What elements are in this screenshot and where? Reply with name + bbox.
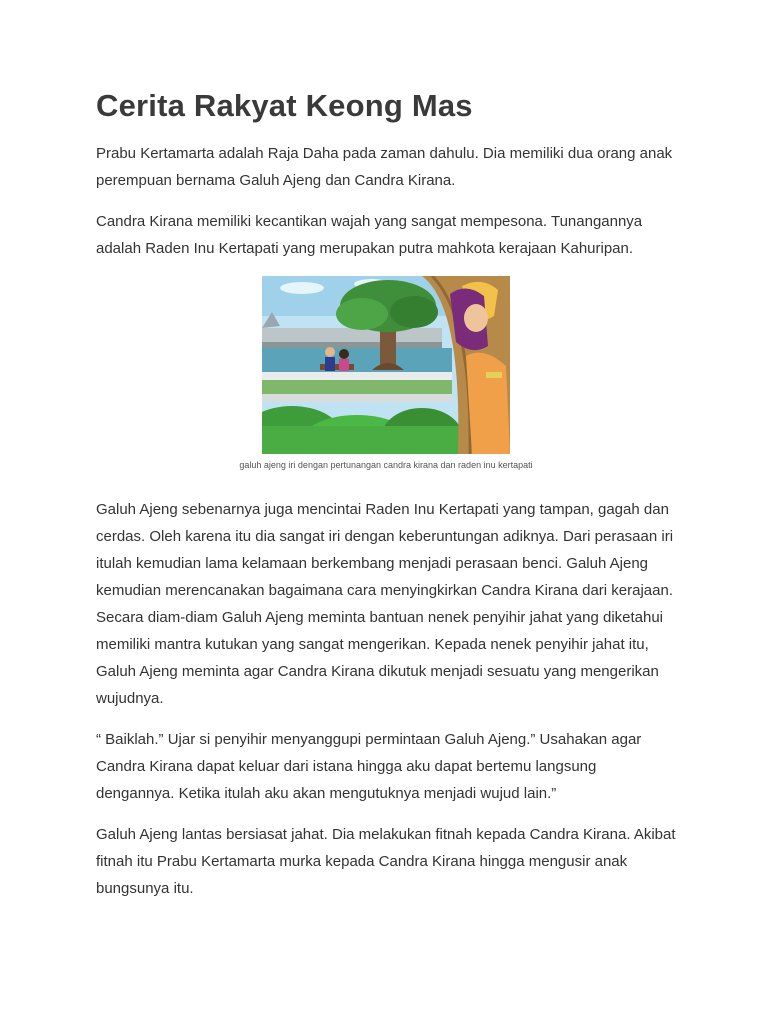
paragraph-1: Prabu Kertamarta adalah Raja Daha pada zaman dahulu. Dia memiliki dua orang anak perempuan bernama Galuh Ajeng dan Candra Kirana. (96, 145, 673, 189)
story-illustration (262, 276, 510, 454)
article-title: Cerita Rakyat Keong Mas (96, 88, 473, 123)
paragraph-5: Galuh Ajeng lantas bersiasat jahat. Dia melakukan fitnah kepada Candra Kirana. Akibat fitnah itu Prabu Kertamarta murka kepada Candra Kirana hingga mengusir anak bungsunya itu. (96, 826, 676, 897)
figure-caption: galuh ajeng iri dengan pertunangan candra kirana dan raden inu kertapati (239, 460, 533, 470)
story-figure (96, 276, 676, 470)
paragraph-4: “ Baiklah.” Ujar si penyihir menyanggupi permintaan Galuh Ajeng.” Usahakan agar Candra Kirana dapat keluar dari istana hingga aku dapat bertemu langsung dengannya. Ketika itulah aku akan mengutuknya menjadi wujud lain.” (96, 731, 642, 802)
paragraph-2: Candra Kirana memiliki kecantikan wajah yang sangat mempesona. Tunangannya adalah Raden Inu Kertapati yang merupakan putra mahkota kerajaan Kahuripan. (96, 213, 643, 257)
paragraph-3: Galuh Ajeng sebenarnya juga mencintai Raden Inu Kertapati yang tampan, gagah dan cerdas. Oleh karena itu dia sangat iri dengan keberuntungan adiknya. Dari perasaan iri itulah kemudian lama kelamaan berkembang menjadi perasaan benci. Galuh Ajeng kemudian merencanakan bagaimana cara menyingkirkan Candra Kirana dari kerajaan. Secara diam-diam Galuh Ajeng meminta bantuan nenek penyihir jahat yang diketahui memiliki mantra kutukan yang sangat mengerikan. Kepada nenek penyihir jahat itu, Galuh Ajeng meminta agar Candra Kirana dikutuk menjadi sesuatu yang mengerikan wujudnya. (96, 501, 674, 707)
article (96, 88, 676, 916)
